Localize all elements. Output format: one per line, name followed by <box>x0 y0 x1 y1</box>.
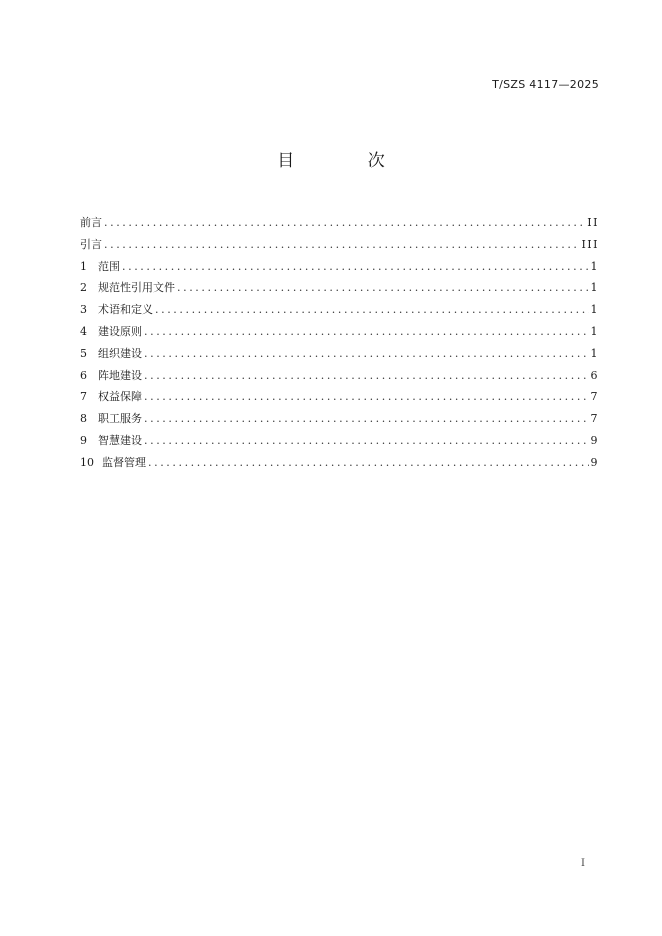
toc-leader-dots <box>144 343 589 365</box>
toc-entry-label: 前言 <box>80 216 102 229</box>
toc-entry-page: 1 <box>590 346 599 360</box>
toc-entry-label: 权益保障 <box>98 390 142 404</box>
toc-entry-label: 组织建设 <box>98 346 142 360</box>
toc-entry-3[interactable] <box>80 299 599 321</box>
toc-entry-8[interactable] <box>80 408 599 430</box>
toc-entry-page: 7 <box>590 412 599 426</box>
toc-entry-9[interactable] <box>80 430 599 452</box>
toc-entry-page: 9 <box>590 455 599 469</box>
toc-entry-page: 1 <box>590 303 599 317</box>
toc-entry-label: 规范性引用文件 <box>98 281 175 295</box>
toc-entry-page: 7 <box>590 390 599 404</box>
toc-entry-2[interactable] <box>80 277 599 299</box>
toc-entry-label: 建设原则 <box>98 324 142 338</box>
toc-entry-number: 4 <box>80 324 87 338</box>
toc-entry-page: 9 <box>590 433 599 447</box>
toc-entry-number: 2 <box>80 281 87 295</box>
standard-code: T/SZS 4117—2025 <box>492 78 599 91</box>
toc-leader-dots <box>144 365 589 387</box>
toc-entry-number: 1 <box>80 259 87 273</box>
toc-leader-dots <box>104 234 579 256</box>
table-of-contents <box>80 212 599 474</box>
toc-leader-dots <box>177 277 589 299</box>
toc-leader-dots <box>144 408 589 430</box>
toc-entry-label: 监督管理 <box>102 455 146 469</box>
toc-entry-number: 6 <box>80 368 87 382</box>
toc-leader-dots <box>122 256 589 278</box>
toc-leader-dots <box>144 321 589 343</box>
toc-entry-page: 1 <box>590 324 599 338</box>
toc-entry-introduction[interactable] <box>80 234 599 256</box>
toc-entry-number: 3 <box>80 303 87 317</box>
toc-entry-label: 智慧建设 <box>98 433 142 447</box>
toc-entry-10[interactable] <box>80 452 599 474</box>
toc-entry-number: 7 <box>80 390 87 404</box>
toc-leader-dots <box>104 212 585 234</box>
toc-entry-4[interactable] <box>80 321 599 343</box>
toc-entry-label: 范围 <box>98 259 120 273</box>
toc-entry-page: 6 <box>590 368 599 382</box>
page-title: 目 次 <box>277 151 419 171</box>
toc-entry-page: III <box>581 237 599 251</box>
toc-entry-label: 术语和定义 <box>98 303 153 317</box>
toc-entry-foreword[interactable] <box>80 212 599 234</box>
toc-leader-dots <box>144 430 589 452</box>
toc-entry-1[interactable] <box>80 256 599 278</box>
toc-entry-7[interactable] <box>80 386 599 408</box>
toc-entry-number: 8 <box>80 412 87 426</box>
toc-entry-6[interactable] <box>80 365 599 387</box>
toc-leader-dots <box>155 299 589 321</box>
toc-entry-label: 职工服务 <box>98 412 142 426</box>
toc-entry-label: 阵地建设 <box>98 368 142 382</box>
toc-entry-5[interactable] <box>80 343 599 365</box>
toc-entry-label: 引言 <box>80 237 102 251</box>
toc-entry-number: 9 <box>80 433 87 447</box>
toc-entry-number: 5 <box>80 346 87 360</box>
toc-leader-dots <box>144 386 589 408</box>
toc-entry-page: 1 <box>590 281 599 295</box>
toc-entry-page: II <box>587 216 599 229</box>
toc-leader-dots <box>148 452 589 474</box>
toc-entry-number: 10 <box>80 455 94 469</box>
page-number: I <box>581 858 585 869</box>
toc-entry-page: 1 <box>590 259 599 273</box>
